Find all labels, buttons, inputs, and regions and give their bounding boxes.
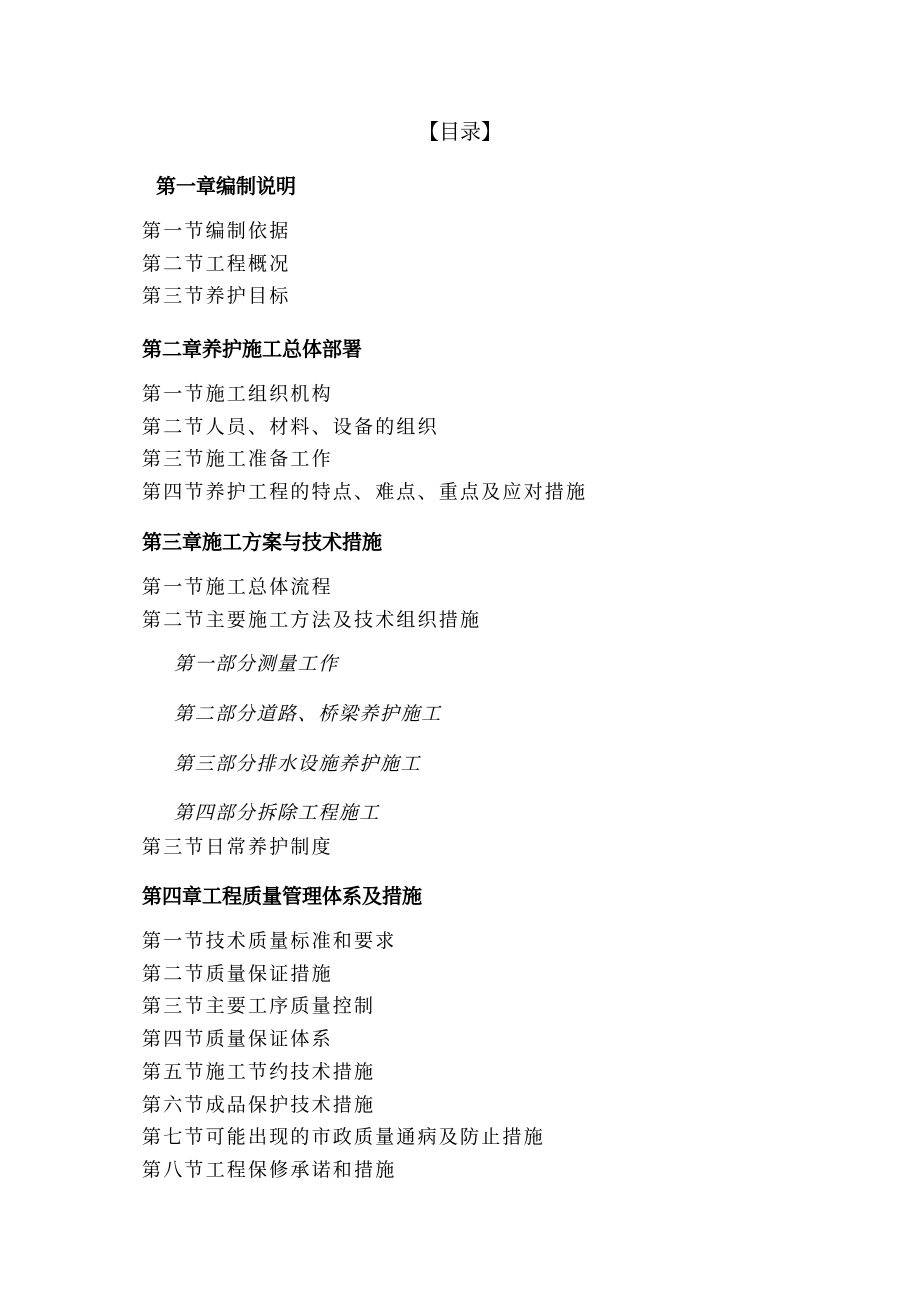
toc-entry-2-4[interactable]: 第四节养护工程的特点、难点、重点及应对措施 xyxy=(142,481,588,503)
toc-entry-2-2[interactable]: 第二节人员、材料、设备的组织 xyxy=(142,416,439,438)
chapter-2-heading[interactable]: 第二章养护施工总体部署 xyxy=(142,337,362,361)
toc-title: 【目录】 xyxy=(418,120,502,144)
chapter-4-heading[interactable]: 第四章工程质量管理体系及措施 xyxy=(142,884,422,908)
toc-entry-4-3[interactable]: 第三节主要工序质量控制 xyxy=(142,995,376,1017)
toc-entry-1-2[interactable]: 第二节工程概况 xyxy=(142,253,291,275)
toc-subentry-3-2-2[interactable]: 第二部分道路、桥梁养护施工 xyxy=(174,703,442,725)
toc-entry-3-1[interactable]: 第一节施工总体流程 xyxy=(142,576,333,598)
toc-entry-3-3[interactable]: 第三节日常养护制度 xyxy=(142,836,333,858)
toc-entry-2-1[interactable]: 第一节施工组织机构 xyxy=(142,383,333,405)
toc-entry-1-3[interactable]: 第三节养护目标 xyxy=(142,285,291,307)
toc-entry-4-8[interactable]: 第八节工程保修承诺和措施 xyxy=(142,1159,397,1181)
toc-entry-2-3[interactable]: 第三节施工准备工作 xyxy=(142,448,333,470)
toc-subentry-3-2-1[interactable]: 第一部分测量工作 xyxy=(174,653,339,675)
toc-entry-4-5[interactable]: 第五节施工节约技术措施 xyxy=(142,1061,376,1083)
toc-subentry-3-2-4[interactable]: 第四部分拆除工程施工 xyxy=(174,802,381,824)
chapter-1-heading[interactable]: 第一章编制说明 xyxy=(156,174,296,198)
toc-entry-4-6[interactable]: 第六节成品保护技术措施 xyxy=(142,1094,376,1116)
toc-subentry-3-2-3[interactable]: 第三部分排水设施养护施工 xyxy=(174,753,422,775)
toc-entry-1-1[interactable]: 第一节编制依据 xyxy=(142,220,291,242)
toc-entry-3-2[interactable]: 第二节主要施工方法及技术组织措施 xyxy=(142,609,482,631)
chapter-3-heading[interactable]: 第三章施工方案与技术措施 xyxy=(142,530,382,554)
toc-entry-4-7[interactable]: 第七节可能出现的市政质量通病及防止措施 xyxy=(142,1126,545,1148)
toc-entry-4-2[interactable]: 第二节质量保证措施 xyxy=(142,963,333,985)
toc-entry-4-1[interactable]: 第一节技术质量标准和要求 xyxy=(142,930,397,952)
toc-entry-4-4[interactable]: 第四节质量保证体系 xyxy=(142,1028,333,1050)
